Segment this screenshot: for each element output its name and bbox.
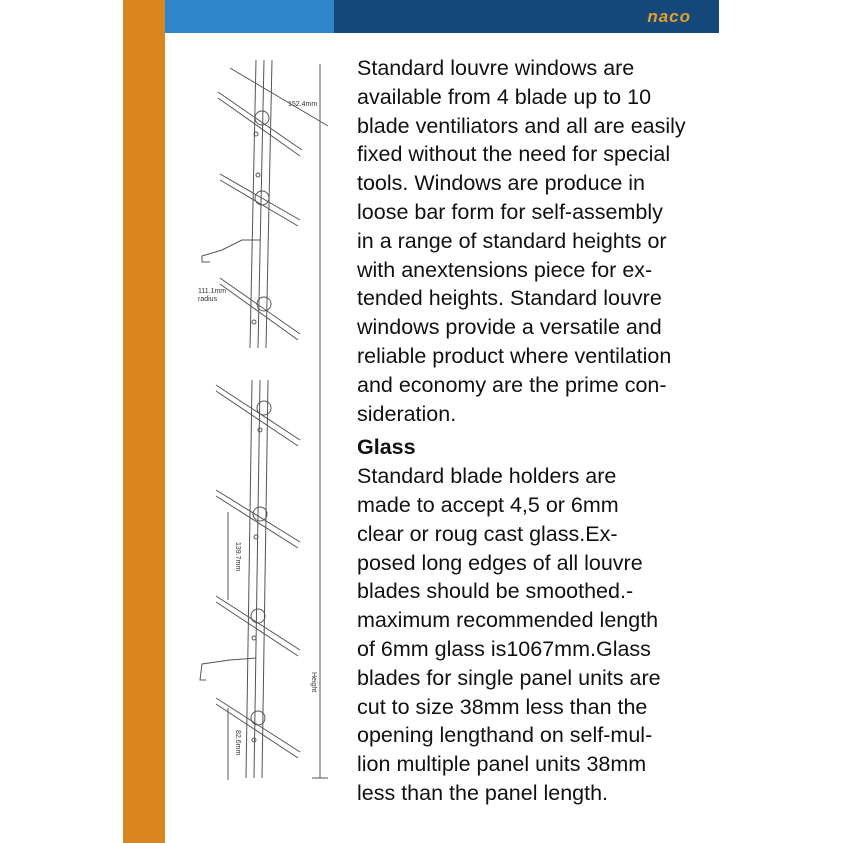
- text-line: blades should be smoothed.-: [357, 579, 634, 604]
- pitch-label-2: 82.6mm: [234, 730, 241, 756]
- louvre-diagram: [180, 50, 340, 800]
- blade-width-label: 152.4mm: [288, 101, 318, 108]
- pitch-label-1: 139.7mm: [234, 542, 241, 572]
- text-line: cut to size 38mm less than the: [357, 694, 648, 719]
- brand-logo: naco: [647, 6, 691, 26]
- louvre-blade: [216, 698, 300, 758]
- text-line: posed long edges of all louvre: [357, 550, 643, 575]
- text-line: in a range of standard heights or: [357, 228, 667, 253]
- text-line: tended heights. Standard louvre: [357, 286, 662, 311]
- text-line: Standard louvre windows are: [357, 56, 635, 80]
- text-line: less than the panel length.: [357, 780, 609, 805]
- louvre-blade: [216, 596, 300, 656]
- text-line: sideration.: [357, 401, 457, 426]
- text-line: windows provide a versatile and: [357, 315, 662, 340]
- text-line: made to accept 4,5 or 6mm: [357, 492, 619, 517]
- louvre-blade: [220, 173, 300, 226]
- body-text: [357, 54, 707, 808]
- louvre-blade: [220, 278, 300, 340]
- header-light-block: [165, 0, 334, 33]
- bracket: [202, 240, 260, 262]
- radius-value-label: 111.1mm: [198, 288, 227, 295]
- height-label: Height: [310, 672, 317, 693]
- text-line: blade ventiliators and all are easily: [357, 113, 686, 138]
- radius-word-label: radius: [198, 296, 218, 303]
- intro-paragraph: [357, 54, 707, 428]
- text-line: available from 4 blade up to 10: [357, 84, 652, 109]
- text-line: of 6mm glass is1067mm.Glass: [357, 636, 651, 661]
- text-line: blades for single panel units are: [357, 665, 661, 690]
- text-line: opening lengthand on self-mul-: [357, 723, 653, 748]
- text-line: loose bar form for self-assembly: [357, 199, 663, 224]
- louvre-blade: [216, 385, 300, 446]
- header-dark-block: [334, 0, 719, 33]
- side-accent-bar: [123, 0, 165, 843]
- glass-paragraph: [357, 462, 707, 808]
- text-line: maximum recommended length: [357, 608, 659, 633]
- page-header: [165, 0, 719, 33]
- text-line: lion multiple panel units 38mm: [357, 752, 647, 777]
- text-line: reliable product where ventilation: [357, 343, 672, 368]
- text-line: clear or roug cast glass.Ex-: [357, 521, 618, 546]
- dimension-line: [312, 64, 328, 778]
- glass-heading: Glass: [357, 435, 416, 460]
- text-line: with anextensions piece for ex-: [357, 257, 653, 282]
- text-line: Standard blade holders are: [357, 464, 617, 489]
- text-line: tools. Windows are produce in: [357, 171, 646, 196]
- text-line: and economy are the prime con-: [357, 372, 667, 397]
- text-line: fixed without the need for special: [357, 142, 671, 167]
